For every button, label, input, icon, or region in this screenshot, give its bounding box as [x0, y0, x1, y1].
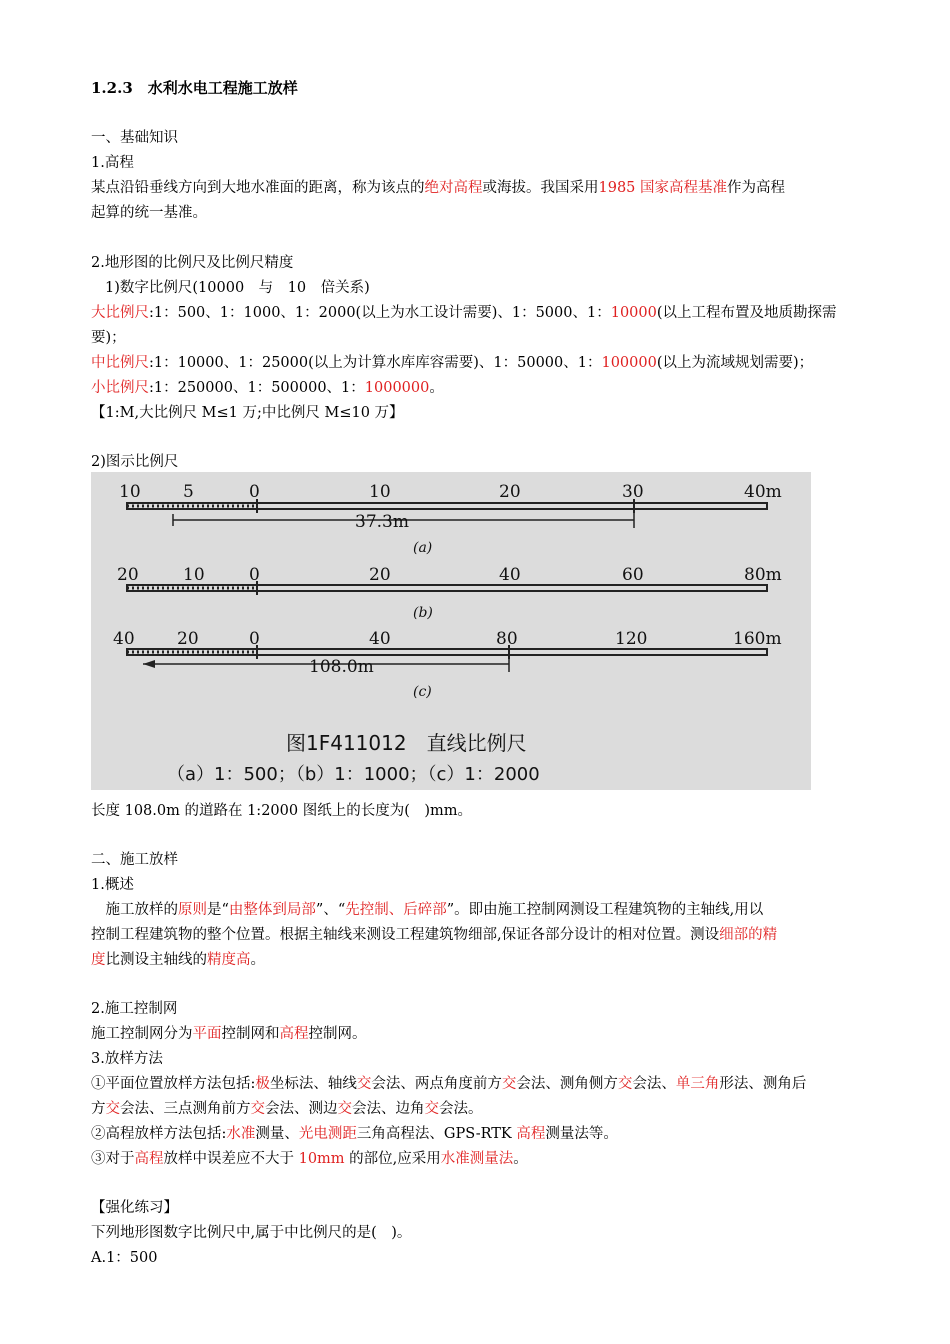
tick-label: 20	[369, 565, 391, 585]
scale-c	[113, 629, 782, 700]
elevation-heading: 1.高程	[91, 155, 134, 171]
tick-label: 80m	[744, 565, 782, 585]
scale-bars-svg	[91, 472, 811, 790]
tick-label: 20	[117, 565, 139, 585]
tick-label: 10	[369, 482, 391, 502]
tick-label: 10	[119, 482, 141, 502]
tick-label: 0	[249, 565, 260, 585]
tick-label: 40	[369, 629, 391, 649]
method-2: ②高程放样方法包括:水准测量、光电测距三角高程法、GPS-RTK 高程测量法等。	[91, 1126, 618, 1142]
scale-label: (b)	[413, 605, 433, 621]
tick-label: 20	[499, 482, 521, 502]
graphic-scale-figure	[91, 472, 811, 790]
tick-label: 10	[183, 565, 205, 585]
figure-caption: 图1F411012 直线比例尺	[286, 731, 527, 755]
control-network-heading: 2.施工控制网	[91, 1001, 178, 1017]
graphic-scale-heading: 2)图示比例尺	[91, 454, 179, 470]
measure-label: 37.3m	[355, 512, 409, 532]
elevation-paragraph-cont: 起算的统一基准。	[91, 205, 207, 221]
small-scale-line: 小比例尺:1：250000、1：500000、1：1000000。	[91, 380, 444, 396]
part1-title: 一、基础知识	[91, 130, 178, 146]
tick-label: 5	[183, 482, 194, 502]
road-length-question: 长度 108.0m 的道路在 1:2000 图纸上的长度为( )mm。	[91, 803, 473, 819]
methods-heading: 3.放样方法	[91, 1051, 163, 1067]
tick-label: 30	[622, 482, 644, 502]
tick-label: 40	[113, 629, 135, 649]
scale-a	[119, 482, 782, 556]
large-scale-line: 大比例尺:1：500、1：1000、1：2000(以上为水工设计需要)、1：5000、1：10000(以上工程布置及地质勘探需	[91, 305, 837, 321]
tick-label: 0	[249, 482, 260, 502]
elevation-paragraph: 某点沿铅垂线方向到大地水准面的距离，称为该点的绝对高程或海拔。我国采用1985 国家高程基准作为高程	[91, 180, 786, 196]
method-1-cont: 方交会法、三点测角前方交会法、测边交会法、边角交会法。	[91, 1101, 483, 1117]
exercise-title: 【强化练习】	[91, 1200, 178, 1216]
exercise-question: 下列地形图数字比例尺中,属于中比例尺的是( )。	[91, 1225, 412, 1241]
tick-label: 60	[622, 565, 644, 585]
measure-label: 108.0m	[309, 657, 374, 677]
tick-label: 0	[249, 629, 260, 649]
tick-label: 160m	[733, 629, 782, 649]
section-heading: 1.2.3 水利水电工程施工放样	[91, 79, 298, 97]
tick-label: 120	[615, 629, 648, 649]
figure-subcaption: （a）1：500；（b）1：1000；（c）1：2000	[167, 764, 540, 785]
tick-label: 20	[177, 629, 199, 649]
method-1: ①平面位置放样方法包括:极坐标法、轴线交会法、两点角度前方交会法、测角侧方交会法、单三角形法、测角后	[91, 1076, 807, 1092]
tick-label: 40	[499, 565, 521, 585]
measure-arrow	[143, 660, 155, 668]
overview-paragraph: 施工放样的原则是“由整体到局部”、“先控制、后碎部”。即由施工控制网测设工程建筑物的主轴线,用以	[91, 902, 764, 918]
scale-label: (a)	[413, 540, 433, 556]
scale-heading: 2.地形图的比例尺及比例尺精度	[91, 255, 294, 271]
numeric-scale-heading: 1)数字比例尺(10000 与 10 倍关系)	[105, 280, 370, 296]
tick-label: 80	[496, 629, 518, 649]
overview-paragraph-end: 度比测设主轴线的精度高。	[91, 952, 265, 968]
overview-paragraph-cont: 控制工程建筑物的整个位置。根据主轴线来测设工程建筑物细部,保证各部分设计的相对位置。测设细部的精	[91, 927, 778, 943]
mid-scale-line: 中比例尺:1：10000、1：25000(以上为计算水库库容需要)、1：50000、1：100000(以上为流域规划需要)；	[91, 355, 814, 371]
scale-label: (c)	[413, 684, 432, 700]
tick-label: 40m	[744, 482, 782, 502]
scale-note: 【1:M,大比例尺 M≤1 万;中比例尺 M≤10 万】	[91, 405, 404, 421]
method-3: ③对于高程放样中误差应不大于 10mm 的部位,应采用水准测量法。	[91, 1151, 528, 1167]
scale-b	[117, 565, 782, 621]
part2-title: 二、施工放样	[91, 852, 178, 868]
control-network-line: 施工控制网分为平面控制网和高程控制网。	[91, 1026, 367, 1042]
overview-heading: 1.概述	[91, 877, 134, 893]
exercise-option-a[interactable]: A.1：500	[91, 1250, 158, 1266]
large-scale-line-cont: 要)；	[91, 330, 126, 346]
